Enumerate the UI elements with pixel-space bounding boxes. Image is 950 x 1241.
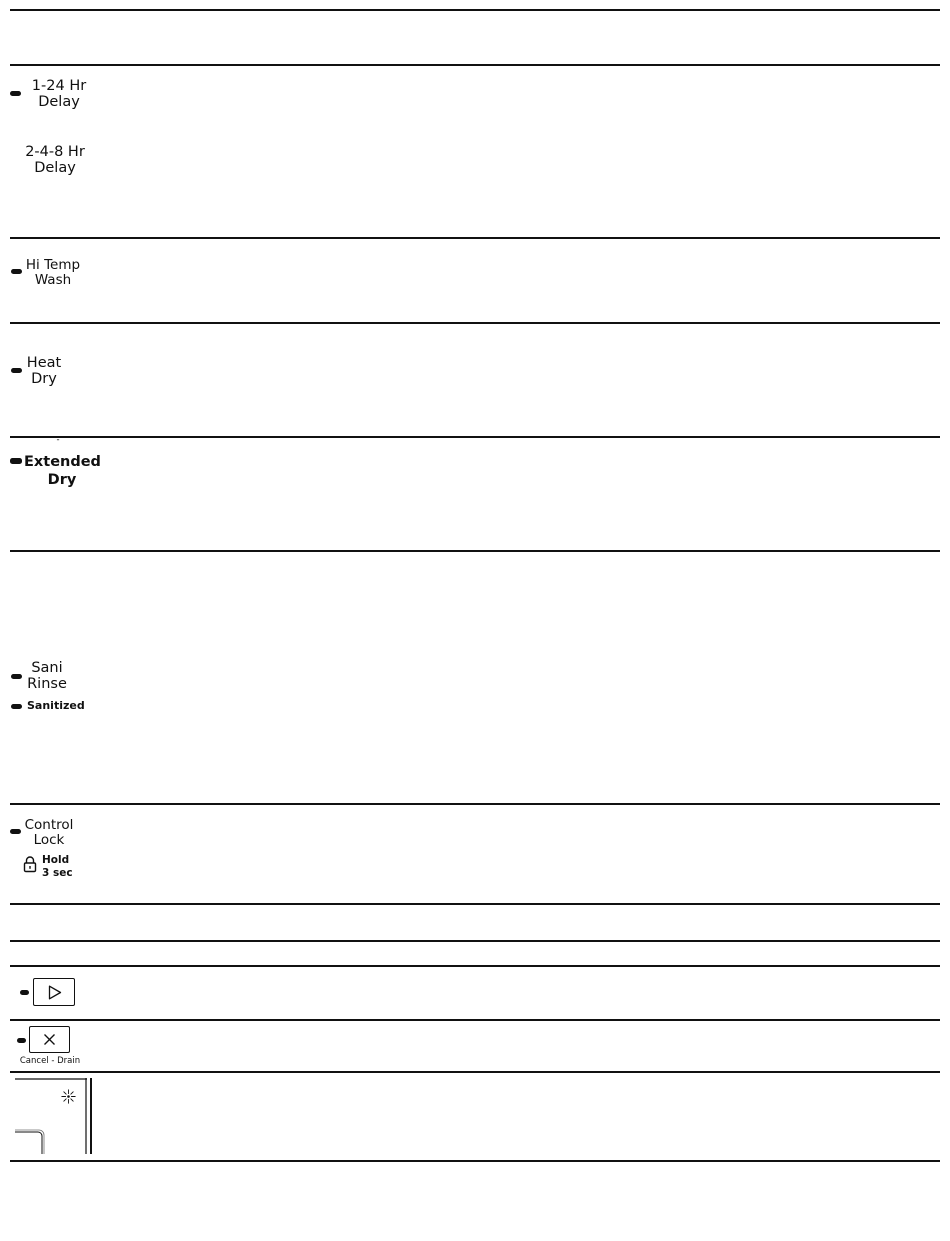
cancel-drain-label: Cancel - Drain bbox=[19, 1056, 81, 1066]
lock-icon bbox=[23, 855, 37, 873]
door-panel-illustration bbox=[15, 1078, 95, 1154]
table-rule-hitemp bbox=[10, 322, 940, 324]
table-rule-delay bbox=[10, 237, 940, 239]
delay-24-label[interactable]: 1-24 Hr Delay bbox=[31, 78, 87, 110]
cancel-button[interactable] bbox=[29, 1026, 70, 1053]
control-lock-label[interactable]: Control Lock bbox=[24, 817, 74, 848]
sani-rinse-label[interactable]: Sani Rinse bbox=[27, 660, 67, 692]
table-rule-header bbox=[10, 64, 940, 66]
close-icon bbox=[43, 1033, 56, 1046]
table-rule-heatdry bbox=[10, 436, 940, 438]
table-rule-sani bbox=[10, 803, 940, 805]
hi-temp-wash-indicator bbox=[11, 269, 22, 274]
play-icon bbox=[48, 985, 62, 1000]
sparkle-icon bbox=[61, 1089, 76, 1104]
table-rule-blank-2 bbox=[10, 965, 940, 967]
table-rule-extdry bbox=[10, 550, 940, 552]
sani-rinse-indicator bbox=[11, 674, 22, 679]
table-rule-cancel bbox=[10, 1071, 940, 1073]
hold-3-sec-label: Hold 3 sec bbox=[42, 854, 73, 880]
extended-dry-label[interactable]: Extended Dry bbox=[24, 454, 101, 489]
extended-dry-indicator bbox=[10, 458, 22, 464]
table-rule-blank bbox=[10, 940, 940, 942]
sanitized-label: Sanitized bbox=[27, 699, 85, 712]
cancel-indicator bbox=[17, 1038, 26, 1043]
delay-248-label[interactable]: 2-4-8 Hr Delay bbox=[25, 144, 85, 176]
table-rule-bottom bbox=[10, 1160, 940, 1162]
delay-24-indicator bbox=[10, 91, 21, 96]
control-lock-indicator bbox=[10, 829, 21, 834]
table-rule-start bbox=[10, 1019, 940, 1021]
hi-temp-wash-label[interactable]: Hi Temp Wash bbox=[25, 257, 81, 288]
sanitized-indicator bbox=[11, 704, 22, 709]
table-rule-lock bbox=[10, 903, 940, 905]
heat-dry-label[interactable]: Heat Dry bbox=[26, 355, 62, 387]
start-button[interactable] bbox=[33, 978, 75, 1006]
start-indicator bbox=[20, 990, 29, 995]
heat-dry-indicator bbox=[11, 368, 22, 373]
extended-dry-marker: - bbox=[56, 435, 60, 445]
table-rule-top bbox=[10, 9, 940, 11]
